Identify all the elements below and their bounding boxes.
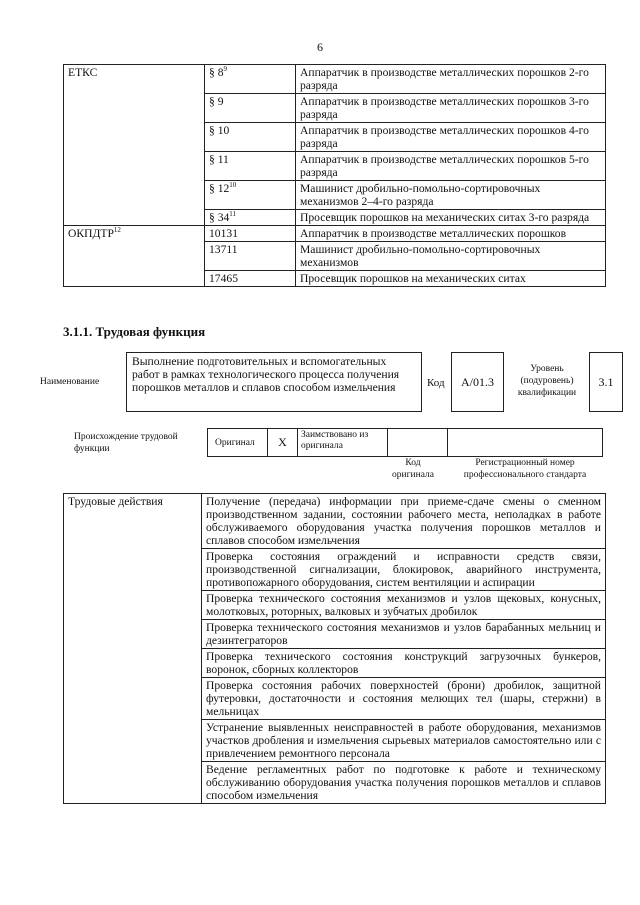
etks-title: Просевщик порошков на механических ситах 3-го разряда	[296, 210, 606, 226]
etks-title: Аппаратчик в производстве металлических порошков 4-го разряда	[296, 123, 606, 152]
etks-label: ЕТКС	[64, 65, 205, 226]
function-code-value: A/01.3	[461, 374, 494, 389]
labor-action-item: Проверка состояния ограждений и исправности средств связи, производственной сигнализации, блокировок, аварийного инструмента, противопожарного оборудования, систем вентиляции и аспирации	[202, 549, 606, 591]
etks-code: § $12^{10}$	[205, 181, 296, 210]
original-mark: X	[268, 429, 298, 456]
level-box	[589, 352, 623, 412]
level-value: 3.1	[598, 374, 614, 389]
labor-actions-label: Трудовые действия	[64, 494, 202, 804]
origin-box	[207, 428, 603, 457]
etks-code: § 9	[205, 94, 296, 123]
table-row	[64, 65, 606, 94]
labor-actions-table	[63, 493, 606, 804]
okpdtr-code: 17465	[205, 271, 296, 287]
okpdtr-title: Просевщик порошков на механических ситах	[296, 271, 606, 287]
okpdtr-label: ОКПДТР$^{12}$	[64, 226, 205, 287]
etks-code: § 10	[205, 123, 296, 152]
table-row	[64, 494, 606, 549]
reg-number-cell	[448, 429, 602, 456]
borrowed-cell: Заимствовано из оригинала	[298, 429, 388, 456]
okpdtr-title: Аппаратчик в производстве металлических порошков	[296, 226, 606, 242]
okpdtr-code: 10131	[205, 226, 296, 242]
level-label: Уровень (подуровень) квалификации	[517, 364, 577, 398]
code-label: Код	[427, 377, 445, 389]
etks-title: Аппаратчик в производстве металлических порошков 5-го разряда	[296, 152, 606, 181]
original-cell: Оригинал	[208, 429, 268, 456]
classifier-table	[63, 64, 606, 287]
labor-action-item: Проверка технического состояния механизмов и узлов щековых, конусных, молотковых, роторных, валковых и зубчатых дробилок	[202, 591, 606, 620]
code-original-caption: Код оригинала	[392, 458, 434, 480]
code-original-cell	[388, 429, 448, 456]
labor-action-item: Проверка технического состояния конструкций загрузочных бункеров, воронок, сборных коллекторов	[202, 649, 606, 678]
labor-action-item: Ведение регламентных работ по подготовке к работе и техническому обслуживанию оборудования участка получения порошков металлов и сплавов способом измельчения	[202, 762, 606, 804]
function-code-box	[451, 352, 504, 412]
labor-action-item: Устранение выявленных неисправностей в работе оборудования, механизмов участков дробления и измельчения сырьевых материалов самостоятельно или с привлечением ремонтного персонала	[202, 720, 606, 762]
okpdtr-title: Машинист дробильно-помольно-сортировочных механизмов	[296, 242, 606, 271]
section-heading: 3.1.1. Трудовая функция	[63, 324, 206, 339]
page-number: 6	[317, 40, 323, 54]
okpdtr-code: 13711	[205, 242, 296, 271]
name-label: Наименование	[40, 377, 100, 387]
labor-action-item: Проверка состояния рабочих поверхностей (брони) дробилок, защитной футеровки, достаточности и состояния мелющих тел (шары, стержни) в мельницах	[202, 678, 606, 720]
function-name-box: Выполнение подготовительных и вспомогательных работ в рамках технологического процесса получения порошков металлов и сплавов способом измельчения	[126, 352, 422, 412]
origin-label: Происхождение трудовой функции	[74, 432, 178, 454]
etks-title: Аппаратчик в производстве металлических порошков 2-го разряда	[296, 65, 606, 94]
etks-title: Аппаратчик в производстве металлических порошков 3-го разряда	[296, 94, 606, 123]
labor-action-item: Получение (передача) информации при приеме-сдаче смены о сменном производственном задании, состоянии рабочего места, неполадках в работе обслуживаемого оборудования участка получения порошков металлов и сплавов способом измельчения	[202, 494, 606, 549]
reg-number-caption: Регистрационный номер профессионального стандарта	[463, 458, 587, 480]
etks-code: § $8^9$	[205, 65, 296, 94]
table-row	[64, 226, 606, 242]
etks-title: Машинист дробильно-помольно-сортировочных механизмов 2–4-го разряда	[296, 181, 606, 210]
etks-code: § $34^{11}$	[205, 210, 296, 226]
etks-code: § 11	[205, 152, 296, 181]
labor-action-item: Проверка технического состояния механизмов и узлов барабанных мельниц и дезинтеграторов	[202, 620, 606, 649]
